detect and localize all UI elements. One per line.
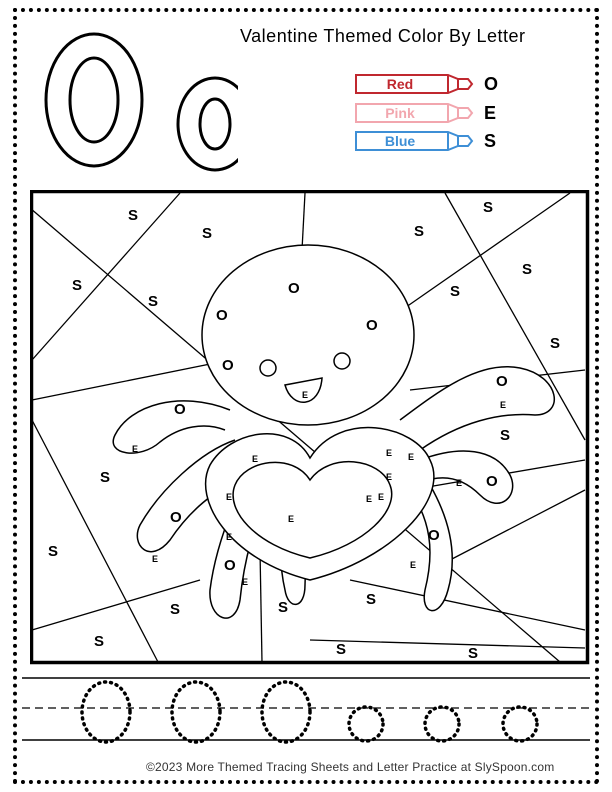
scene-letter: S [278,599,289,616]
legend-letter-pink: E [484,103,497,123]
scene-letter: O [216,307,228,324]
scene-letter: S [500,427,511,444]
scene-letter: O [224,557,236,574]
scene-letter: E [386,472,393,482]
scene-letter: O [428,527,440,544]
legend-letter-blue: S [484,131,497,151]
tracing-letter-o [349,707,383,741]
scene-letter: S [550,335,561,352]
legend-letter-red: O [484,74,499,94]
scene-letter: O [222,357,234,374]
scene-letter: S [128,207,139,224]
scene-letter: E [410,560,417,570]
scene-letter: S [148,293,159,310]
scene-letter: E [366,494,373,504]
scene-letter: S [366,591,377,608]
legend-label-pink: Pink [385,105,415,121]
scene-letter: E [252,454,259,464]
scene-letter: O [496,373,508,390]
scene-letter: S [170,601,181,618]
scene-letter: O [366,317,378,334]
scene-letter: S [100,469,111,486]
scene-letter: O [288,280,300,297]
scene-letter: S [202,225,213,242]
scene-letter: E [378,492,385,502]
scene-letter: O [174,401,186,418]
scene-letter: E [456,478,463,488]
scene-letter: S [94,633,105,650]
tracing-letter-O [82,682,130,742]
scene-letter: E [386,448,393,458]
scene-letter: E [288,514,295,524]
legend-label-blue: Blue [384,133,416,149]
scene-letter: S [522,261,533,278]
scene-letter: S [414,223,425,240]
scene-letter: S [468,645,479,662]
scene-letter: S [48,543,59,560]
scene-letter: E [500,400,507,410]
scene-letter: E [408,452,415,462]
scene-letter: E [226,532,233,542]
color-by-letter-scene [30,190,590,666]
scene-letter: O [170,509,182,526]
tracing-practice-area [22,676,590,748]
tracing-letter-o [425,707,459,741]
tracing-letter-O [172,682,220,742]
scene-letter: O [486,473,498,490]
scene-letter: E [132,444,139,454]
page-title: Valentine Themed Color By Letter [240,26,526,46]
tracing-letter-O [262,682,310,742]
tracing-letters [82,682,537,742]
scene-letter: E [226,492,233,502]
legend-label-red: Red [386,76,414,92]
footer-credit: ©2023 More Themed Tracing Sheets and Letter Practice at SlySpoon.com [146,760,555,774]
big-letter-oo-graphic [38,30,238,180]
scene-letter: E [152,554,159,564]
scene-letter: E [302,390,309,400]
scene-letter: S [450,283,461,300]
tracing-letter-o [503,707,537,741]
scene-letter: E [242,577,249,587]
scene-letter: S [336,641,347,658]
scene-letter: S [72,277,83,294]
scene-letter: S [483,199,494,216]
